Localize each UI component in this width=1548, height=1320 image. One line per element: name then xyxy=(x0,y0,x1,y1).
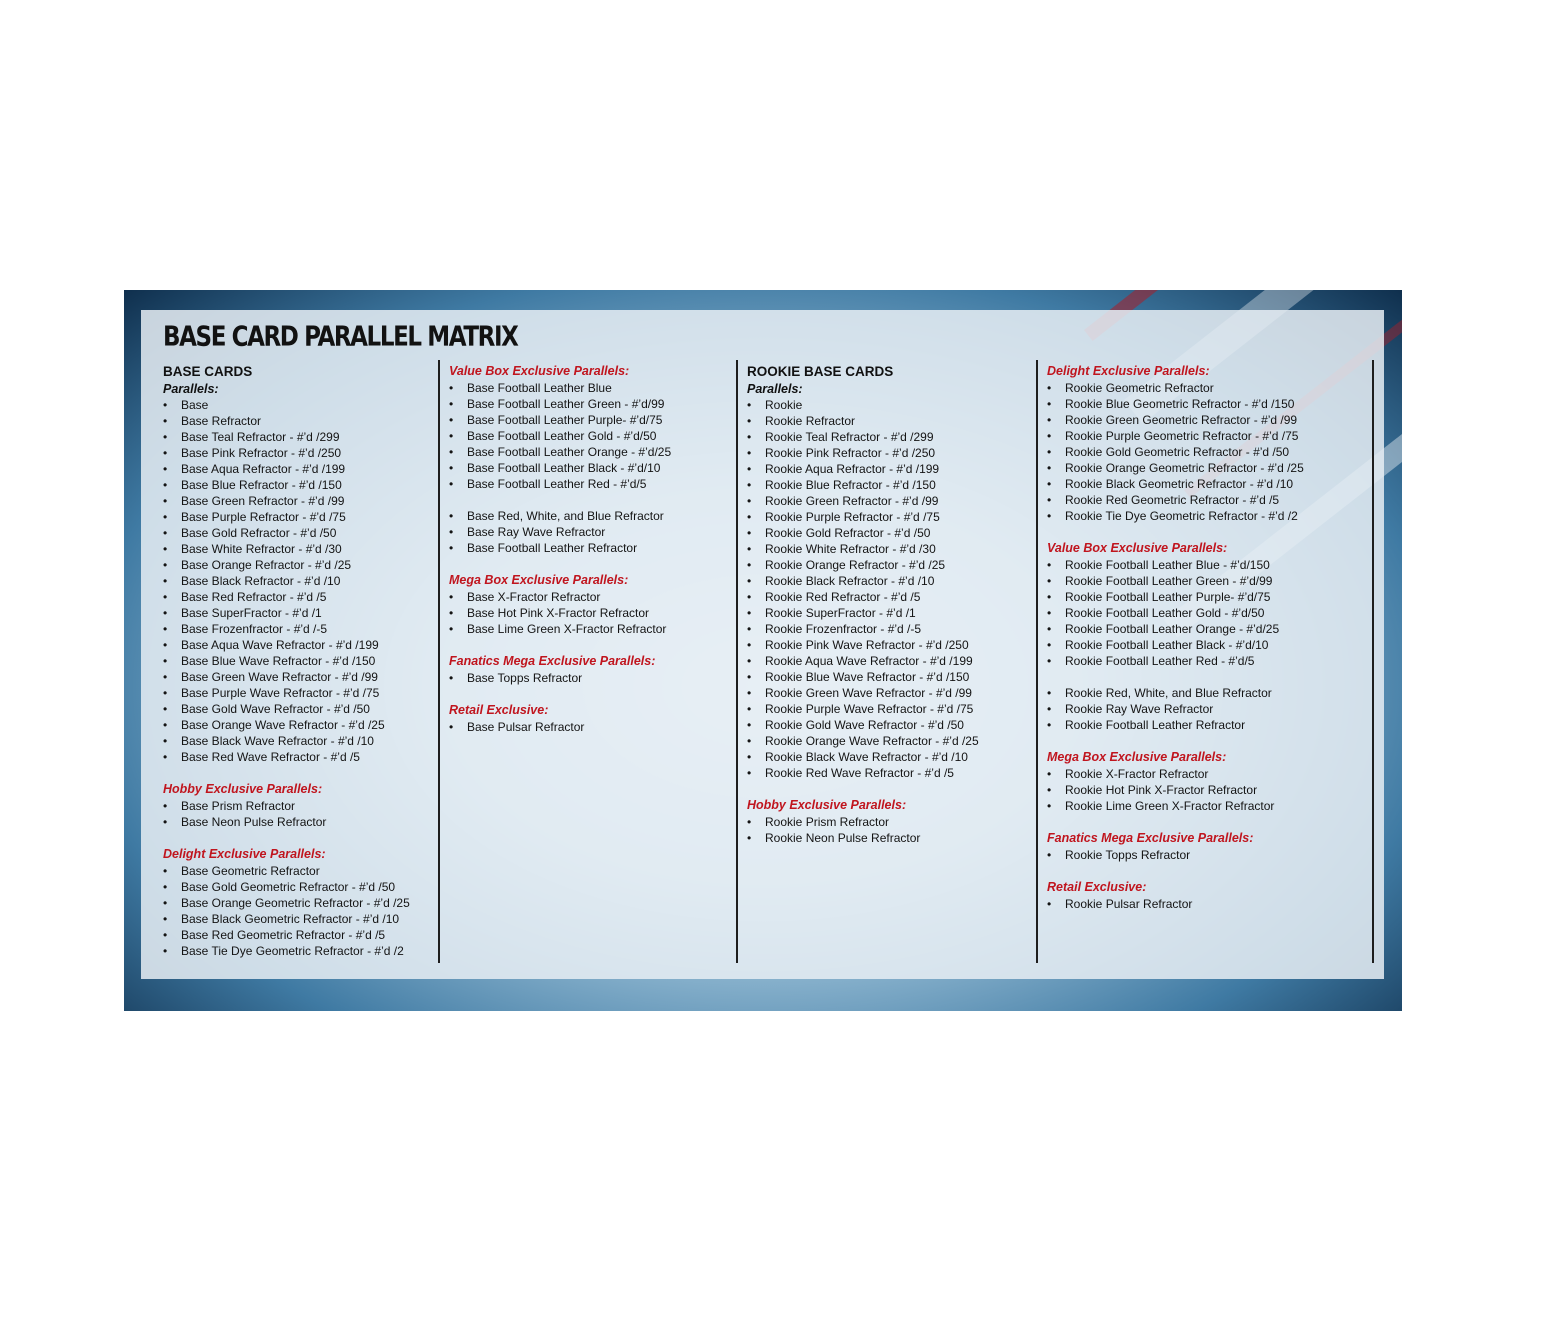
list-item: • Rookie Red, White, and Blue Refractor xyxy=(1047,685,1369,701)
list-item: • Base Football Leather Gold - #’d/50 xyxy=(449,428,729,444)
list-item: • Rookie Football Leather Refractor xyxy=(1047,717,1369,733)
hobby-exclusive-label: Hobby Exclusive Parallels: xyxy=(163,782,323,796)
list-item: • Base Hot Pink X-Fractor Refractor xyxy=(449,605,729,621)
hobby-list xyxy=(747,814,1033,846)
rookie-cards-heading: ROOKIE BASE CARDS xyxy=(747,364,894,379)
list-item: • Base Lime Green X-Fractor Refractor xyxy=(449,621,729,637)
retail-exclusive-label: Retail Exclusive: xyxy=(1047,880,1147,894)
list-item: • Base Orange Refractor - #’d /25 xyxy=(163,557,435,573)
column-divider xyxy=(1036,360,1038,963)
list-item: • Base Red Geometric Refractor - #’d /5 xyxy=(163,927,435,943)
list-item: • Rookie Orange Geometric Refractor - #’d /25 xyxy=(1047,460,1369,476)
list-item: • Base Football Leather Purple- #’d/75 xyxy=(449,412,729,428)
list-item: • Rookie Gold Wave Refractor - #’d /50 xyxy=(747,717,1033,733)
list-item: • Rookie Green Refractor - #’d /99 xyxy=(747,493,1033,509)
value-box-label: Value Box Exclusive Parallels: xyxy=(449,364,630,378)
list-item: • Base X-Fractor Refractor xyxy=(449,589,729,605)
list-item: • Rookie Black Wave Refractor - #’d /10 xyxy=(747,749,1033,765)
list-item: • Base Orange Geometric Refractor - #’d /25 xyxy=(163,895,435,911)
list-item: • Rookie SuperFractor - #’d /1 xyxy=(747,605,1033,621)
list-item: • Rookie Blue Wave Refractor - #’d /150 xyxy=(747,669,1033,685)
list-item: • Base Orange Wave Refractor - #’d /25 xyxy=(163,717,435,733)
list-item: • Base Ray Wave Refractor xyxy=(449,524,729,540)
mega-box-list xyxy=(449,589,729,637)
rookie-cards-column xyxy=(747,363,1033,846)
base-exclusives-column xyxy=(449,363,729,735)
list-item: • Rookie xyxy=(747,397,1033,413)
list-item: • Base Gold Wave Refractor - #’d /50 xyxy=(163,701,435,717)
list-item: • Base Aqua Wave Refractor - #’d /199 xyxy=(163,637,435,653)
list-item: • Rookie Green Wave Refractor - #’d /99 xyxy=(747,685,1033,701)
matrix-panel xyxy=(141,310,1384,979)
list-item: • Rookie Football Leather Blue - #’d/150 xyxy=(1047,557,1369,573)
list-item: • Rookie Football Leather Black - #’d/10 xyxy=(1047,637,1369,653)
list-item: • Base Geometric Refractor xyxy=(163,863,435,879)
value-box-extra-list xyxy=(449,508,729,556)
list-item: • Rookie Football Leather Gold - #’d/50 xyxy=(1047,605,1369,621)
delight-list xyxy=(163,863,435,959)
delight-exclusive-label: Delight Exclusive Parallels: xyxy=(163,847,326,861)
value-box-list xyxy=(1047,557,1369,669)
list-item: • Base Football Leather Green - #’d/99 xyxy=(449,396,729,412)
list-item: • Base Prism Refractor xyxy=(163,798,435,814)
list-item: • Rookie Football Leather Orange - #’d/25 xyxy=(1047,621,1369,637)
list-item: • Rookie Red Wave Refractor - #’d /5 xyxy=(747,765,1033,781)
list-item: • Base Aqua Refractor - #’d /199 xyxy=(163,461,435,477)
retail-list xyxy=(449,719,729,735)
list-item: • Rookie Black Refractor - #’d /10 xyxy=(747,573,1033,589)
list-item: • Rookie Refractor xyxy=(747,413,1033,429)
list-item: • Rookie Gold Geometric Refractor - #’d /50 xyxy=(1047,444,1369,460)
list-item: • Base Pulsar Refractor xyxy=(449,719,729,735)
column-divider xyxy=(1372,360,1374,963)
mega-box-label: Mega Box Exclusive Parallels: xyxy=(449,573,629,587)
list-item: • Rookie Purple Wave Refractor - #’d /75 xyxy=(747,701,1033,717)
list-item: • Base Purple Refractor - #’d /75 xyxy=(163,509,435,525)
list-item: • Rookie Pulsar Refractor xyxy=(1047,896,1369,912)
list-item: • Base Football Leather Red - #’d/5 xyxy=(449,476,729,492)
fanatics-list xyxy=(1047,847,1369,863)
list-item: • Rookie Purple Refractor - #’d /75 xyxy=(747,509,1033,525)
list-item: • Base Football Leather Orange - #’d/25 xyxy=(449,444,729,460)
fanatics-mega-label: Fanatics Mega Exclusive Parallels: xyxy=(449,654,656,668)
list-item: • Rookie Blue Geometric Refractor - #’d /150 xyxy=(1047,396,1369,412)
fanatics-mega-label: Fanatics Mega Exclusive Parallels: xyxy=(1047,831,1254,845)
list-item: • Rookie Aqua Refractor - #’d /199 xyxy=(747,461,1033,477)
list-item: • Rookie Purple Geometric Refractor - #’d /75 xyxy=(1047,428,1369,444)
list-item: • Base Football Leather Black - #’d/10 xyxy=(449,460,729,476)
column-divider xyxy=(736,360,738,963)
list-item: • Rookie Black Geometric Refractor - #’d /10 xyxy=(1047,476,1369,492)
list-item: • Rookie Ray Wave Refractor xyxy=(1047,701,1369,717)
base-parallels-list xyxy=(163,397,435,765)
list-item: • Rookie Blue Refractor - #’d /150 xyxy=(747,477,1033,493)
list-item: • Rookie Pink Refractor - #’d /250 xyxy=(747,445,1033,461)
rookie-parallels-list xyxy=(747,397,1033,781)
list-item: • Rookie Teal Refractor - #’d /299 xyxy=(747,429,1033,445)
list-item: • Base Red, White, and Blue Refractor xyxy=(449,508,729,524)
value-box-label: Value Box Exclusive Parallels: xyxy=(1047,541,1228,555)
fanatics-list xyxy=(449,670,729,686)
list-item: • Rookie Hot Pink X-Fractor Refractor xyxy=(1047,782,1369,798)
list-item: • Base Green Refractor - #’d /99 xyxy=(163,493,435,509)
mega-box-label: Mega Box Exclusive Parallels: xyxy=(1047,750,1227,764)
list-item: • Base Purple Wave Refractor - #’d /75 xyxy=(163,685,435,701)
list-item: • Base Blue Wave Refractor - #’d /150 xyxy=(163,653,435,669)
list-item: • Base Refractor xyxy=(163,413,435,429)
list-item: • Rookie Neon Pulse Refractor xyxy=(747,830,1033,846)
list-item: • Base Teal Refractor - #’d /299 xyxy=(163,429,435,445)
list-item: • Base Gold Geometric Refractor - #’d /50 xyxy=(163,879,435,895)
list-item: • Rookie White Refractor - #’d /30 xyxy=(747,541,1033,557)
list-item: • Base Green Wave Refractor - #’d /99 xyxy=(163,669,435,685)
matrix-banner xyxy=(124,290,1402,1011)
mega-box-list xyxy=(1047,766,1369,814)
base-cards-heading: BASE CARDS xyxy=(163,364,253,379)
list-item: • Rookie Topps Refractor xyxy=(1047,847,1369,863)
list-item: • Base White Refractor - #’d /30 xyxy=(163,541,435,557)
list-item: • Rookie Orange Refractor - #’d /25 xyxy=(747,557,1033,573)
list-item: • Rookie Geometric Refractor xyxy=(1047,380,1369,396)
parallels-label: Parallels: xyxy=(163,382,219,396)
base-cards-column xyxy=(163,363,435,959)
hobby-exclusive-label: Hobby Exclusive Parallels: xyxy=(747,798,907,812)
list-item: • Rookie Red Refractor - #’d /5 xyxy=(747,589,1033,605)
list-item: • Base Red Refractor - #’d /5 xyxy=(163,589,435,605)
list-item: • Base Blue Refractor - #’d /150 xyxy=(163,477,435,493)
list-item: • Base Black Geometric Refractor - #’d /10 xyxy=(163,911,435,927)
list-item: • Base Gold Refractor - #’d /50 xyxy=(163,525,435,541)
list-item: • Rookie Red Geometric Refractor - #’d /5 xyxy=(1047,492,1369,508)
retail-list xyxy=(1047,896,1369,912)
list-item: • Rookie Football Leather Green - #’d/99 xyxy=(1047,573,1369,589)
delight-list xyxy=(1047,380,1369,524)
list-item: • Base Black Wave Refractor - #’d /10 xyxy=(163,733,435,749)
value-box-extra-list xyxy=(1047,685,1369,733)
page-title: BASE CARD PARALLEL MATRIX xyxy=(163,322,518,353)
list-item: • Rookie Football Leather Red - #’d/5 xyxy=(1047,653,1369,669)
list-item: • Rookie Football Leather Purple- #’d/75 xyxy=(1047,589,1369,605)
list-item: • Rookie Tie Dye Geometric Refractor - #’d /2 xyxy=(1047,508,1369,524)
list-item: • Rookie Prism Refractor xyxy=(747,814,1033,830)
list-item: • Rookie Frozenfractor - #’d /-5 xyxy=(747,621,1033,637)
delight-exclusive-label: Delight Exclusive Parallels: xyxy=(1047,364,1210,378)
list-item: • Rookie Gold Refractor - #’d /50 xyxy=(747,525,1033,541)
list-item: • Base Red Wave Refractor - #’d /5 xyxy=(163,749,435,765)
list-item: • Rookie Pink Wave Refractor - #’d /250 xyxy=(747,637,1033,653)
list-item: • Rookie Aqua Wave Refractor - #’d /199 xyxy=(747,653,1033,669)
list-item: • Base Topps Refractor xyxy=(449,670,729,686)
list-item: • Base Football Leather Blue xyxy=(449,380,729,396)
list-item: • Base SuperFractor - #’d /1 xyxy=(163,605,435,621)
list-item: • Base xyxy=(163,397,435,413)
list-item: • Rookie X-Fractor Refractor xyxy=(1047,766,1369,782)
list-item: • Rookie Lime Green X-Fractor Refractor xyxy=(1047,798,1369,814)
list-item: • Rookie Orange Wave Refractor - #’d /25 xyxy=(747,733,1033,749)
list-item: • Base Frozenfractor - #’d /-5 xyxy=(163,621,435,637)
parallels-label: Parallels: xyxy=(747,382,803,396)
list-item: • Base Black Refractor - #’d /10 xyxy=(163,573,435,589)
rookie-exclusives-column xyxy=(1047,363,1369,912)
list-item: • Rookie Green Geometric Refractor - #’d /99 xyxy=(1047,412,1369,428)
retail-exclusive-label: Retail Exclusive: xyxy=(449,703,549,717)
list-item: • Base Football Leather Refractor xyxy=(449,540,729,556)
list-item: • Base Pink Refractor - #’d /250 xyxy=(163,445,435,461)
list-item: • Base Tie Dye Geometric Refractor - #’d /2 xyxy=(163,943,435,959)
value-box-list xyxy=(449,380,729,492)
list-item: • Base Neon Pulse Refractor xyxy=(163,814,435,830)
hobby-list xyxy=(163,798,435,830)
column-divider xyxy=(438,360,440,963)
